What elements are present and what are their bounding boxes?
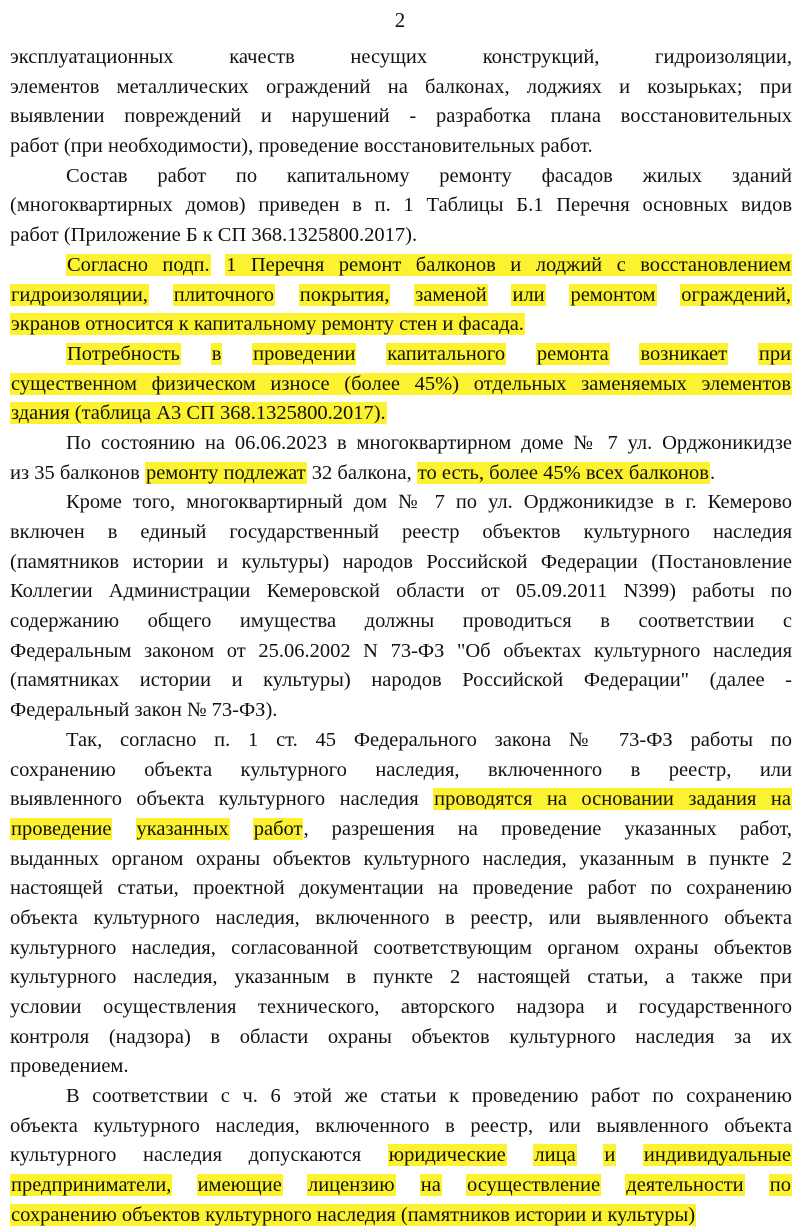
text-line (10, 251, 792, 281)
text-run (222, 343, 252, 365)
highlighted-text: при (758, 342, 792, 365)
text-run: Федеральным законом от 25.06.2002 N 73-ФЗ "Об объектах культурного наследия (10, 639, 792, 662)
text-run (390, 284, 414, 306)
text-line (10, 607, 792, 637)
paragraph (10, 162, 792, 251)
text-run: объекта культурного наследия, включенного в реестр, или выявленного объекта (10, 1114, 792, 1137)
page-number: 2 (394, 8, 406, 32)
highlighted-text: индивидуальные (643, 1144, 792, 1167)
text-run: сохранению объекта культурного наследия, включенного в реестр, или (10, 758, 792, 781)
text-run: По состоянию на 06.06.2023 в многоквартирном доме № 7 ул. Орджоникидзе (66, 431, 792, 454)
highlighted-text: ремонтом (570, 283, 656, 306)
text-line (10, 310, 792, 340)
text-line (10, 73, 792, 103)
text-run (577, 1144, 604, 1166)
text-line (10, 874, 792, 904)
text-run (546, 284, 570, 306)
text-line (10, 666, 792, 696)
paragraph (10, 429, 792, 488)
text-run (610, 343, 640, 365)
paragraph (10, 726, 792, 1082)
highlighted-text: здания (таблица А3 СП 368.1325800.2017). (11, 402, 386, 425)
highlighted-text: или (512, 283, 545, 306)
text-line (10, 963, 792, 993)
text-line (10, 577, 792, 607)
text-run (172, 1174, 196, 1196)
text-run: 32 балкона, (306, 461, 417, 484)
text-line (10, 845, 792, 875)
text-line (10, 1171, 792, 1201)
text-run: объекта культурного наследия, включенного в реестр, или выявленного объекта (10, 906, 792, 929)
text-line (10, 993, 792, 1023)
text-run (211, 254, 226, 276)
text-line (10, 1052, 792, 1082)
text-run: культурного наследия допускаются (10, 1144, 388, 1167)
text-line (10, 132, 792, 162)
highlighted-text: возникает (640, 342, 728, 365)
highlighted-text: деятельности (626, 1174, 744, 1197)
text-run: Так, согласно п. 1 ст. 45 Федерального закона № 73-ФЗ работы по (66, 728, 792, 751)
paragraph (10, 340, 792, 429)
text-run (112, 818, 135, 840)
text-line (10, 399, 792, 429)
text-line (10, 429, 792, 459)
text-line (10, 1082, 792, 1112)
text-line (10, 221, 792, 251)
text-run (488, 284, 512, 306)
highlighted-text: Согласно подп. (67, 253, 210, 276)
text-run: включен в единый государственный реестр объектов культурного наследия (10, 521, 792, 543)
text-run (181, 343, 211, 365)
highlighted-text: на (420, 1174, 441, 1197)
highlighted-text: ремонту подлежат (145, 461, 306, 484)
highlighted-text: плиточного (173, 283, 274, 306)
text-run: настоящей статьи, проектной документации на проведение работ по сохранению (10, 877, 792, 900)
text-run (230, 818, 253, 840)
text-run: В соответствии с ч. 6 этой же статьи к проведению работ по сохранению (66, 1085, 792, 1108)
highlighted-text: юридические (388, 1144, 506, 1167)
text-run (283, 1174, 307, 1196)
highlighted-text: заменой (415, 283, 487, 306)
highlighted-text: указанных (136, 817, 229, 840)
text-run: работ (Приложение Б к СП 368.1325800.2017). (10, 224, 418, 247)
text-line (10, 370, 792, 400)
text-line (10, 191, 792, 221)
paragraph (10, 488, 792, 726)
text-run: , разрешения на проведение указанных работ, (303, 817, 792, 840)
text-line (10, 548, 792, 578)
text-run (745, 1174, 769, 1196)
text-run (275, 284, 299, 306)
text-run: выявленного объекта культурного наследия (10, 788, 434, 811)
highlighted-text: проводятся на основании задания на (434, 788, 791, 811)
text-run (396, 1174, 420, 1196)
text-run: работ (при необходимости), проведение восстановительных работ. (10, 135, 593, 158)
text-run (442, 1174, 466, 1196)
highlighted-text: лица (534, 1144, 576, 1167)
paragraph (10, 251, 792, 340)
text-run: из 35 балконов (10, 461, 145, 484)
text-run: . (709, 461, 716, 484)
highlighted-text: ремонта (536, 342, 609, 365)
document-body (10, 43, 792, 1231)
text-run: условии осуществления технического, авторского надзора и государственного (10, 996, 792, 1018)
text-line (10, 340, 792, 370)
text-line (10, 934, 792, 964)
highlighted-text: 1 Перечня ремонт балконов и лоджий с восстановлением (226, 253, 792, 276)
text-run (728, 343, 758, 365)
text-run: (многоквартирных домов) приведен в п. 1 Таблицы Б.1 Перечня основных видов (10, 194, 792, 217)
highlighted-text: существенном физическом износе (более 45%) отдельных заменяемых элементов (11, 372, 791, 395)
paragraph (10, 1082, 792, 1230)
paragraph (10, 43, 792, 162)
highlighted-text: имеющие (197, 1174, 282, 1197)
text-line (10, 518, 792, 548)
highlighted-text: работ (253, 817, 303, 840)
text-line (10, 281, 792, 311)
highlighted-text: Потребность (67, 342, 180, 365)
text-run (507, 1144, 534, 1166)
text-run: контроля (надзора) в области охраны объектов культурного наследия за их (10, 1025, 792, 1048)
text-line (10, 756, 792, 786)
text-run (356, 343, 386, 365)
text-run (601, 1174, 625, 1196)
text-line (10, 904, 792, 934)
highlighted-text: лицензию (307, 1174, 395, 1197)
text-run: Кроме того, многоквартирный дом № 7 по ул. Орджоникидзе в г. Кемерово (66, 491, 792, 514)
text-line (10, 815, 792, 845)
text-run: элементов металлических ограждений на балконах, лоджиях и козырьках; при (10, 75, 792, 98)
text-line (10, 1023, 792, 1053)
text-run: эксплуатационных качеств несущих конструкций, гидроизоляции, (10, 46, 792, 68)
text-run: выданных органом охраны объектов культурного наследия, указанным в пункте 2 (10, 847, 792, 870)
text-line (10, 488, 792, 518)
highlighted-text: осуществление (467, 1174, 601, 1197)
text-run: выявлении повреждений и нарушений - разработка плана восстановительных (10, 105, 792, 128)
text-run: Федеральный закон № 73-ФЗ). (10, 699, 278, 722)
highlighted-text: то есть, более 45% всех балконов (417, 461, 709, 484)
text-run: культурного наследия, указанным в пункте 2 настоящей статьи, а также при (10, 966, 792, 989)
highlighted-text: предприниматели, (11, 1174, 172, 1197)
highlighted-text: в (211, 342, 222, 365)
text-run: (памятниках истории и культуры) народов Российской Федерации" (далее - (10, 669, 792, 692)
text-run: Коллегии Администрации Кемеровской области от 05.09.2011 N399) работы по (10, 580, 792, 603)
text-run: содержанию общего имущества должны проводиться в соответствии с (10, 610, 792, 633)
highlighted-text: сохранению объектов культурного наследия (памятников истории и культуры) (11, 1203, 696, 1226)
text-line (10, 785, 792, 815)
text-line (10, 726, 792, 756)
highlighted-text: проведении (253, 342, 356, 365)
text-run (149, 284, 173, 306)
text-run (506, 343, 536, 365)
text-line (10, 1141, 792, 1171)
text-run: проведением. (10, 1055, 129, 1078)
text-line (10, 459, 792, 489)
text-line (10, 162, 792, 192)
text-run: культурного наследия, согласованной соответствующим органом охраны объектов (10, 936, 792, 959)
highlighted-text: гидроизоляции, (11, 283, 148, 306)
text-run (616, 1144, 643, 1166)
text-line (10, 696, 792, 726)
highlighted-text: проведение (11, 817, 112, 840)
highlighted-text: и (604, 1144, 616, 1167)
text-line (10, 637, 792, 667)
highlighted-text: по (769, 1174, 792, 1197)
highlighted-text: капитального (387, 342, 506, 365)
text-line (10, 102, 792, 132)
text-run: Состав работ по капитальному ремонту фасадов жилых зданий (66, 164, 792, 187)
highlighted-text: экранов относится к капитальному ремонту стен и фасада. (11, 313, 524, 336)
highlighted-text: покрытия, (299, 283, 390, 306)
text-line (10, 1201, 792, 1231)
text-line (10, 43, 792, 73)
text-run: (памятников истории и культуры) народов Российской Федерации (Постановление (10, 550, 792, 573)
highlighted-text: ограждений, (681, 283, 792, 306)
text-line (10, 1112, 792, 1142)
text-run (657, 284, 681, 306)
